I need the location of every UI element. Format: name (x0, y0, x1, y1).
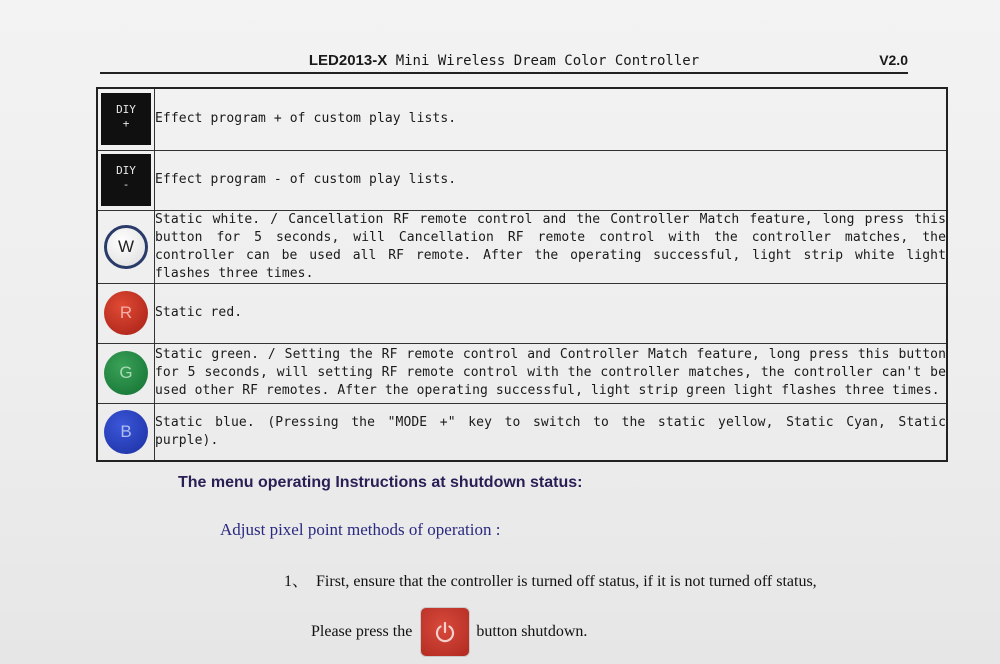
document-header (100, 50, 908, 72)
white-button-icon: W (104, 225, 148, 269)
table-row (97, 403, 947, 461)
document-title (100, 52, 908, 69)
table-row (97, 343, 947, 403)
instruction-after: button shutdown. (476, 623, 588, 640)
table-row (97, 150, 947, 210)
diy-minus-icon: DIY - (101, 154, 151, 206)
key-function-table (96, 87, 948, 462)
green-button-icon: G (104, 351, 148, 395)
title-rest: Mini Wireless Dream Color Controller (395, 53, 700, 69)
key-description: Static blue. (Pressing the "MODE +" key to switch to the static yellow, Static Cyan, Static purple). (155, 403, 948, 461)
table-row (97, 210, 947, 283)
table-row (97, 88, 947, 150)
shutdown-instruction (311, 610, 587, 654)
version-label: V2.0 (879, 52, 908, 68)
diy-plus-icon: DIY + (101, 93, 151, 145)
section-heading: The menu operating Instructions at shutdown status: (178, 474, 583, 491)
key-description: Static green. / Setting the RF remote control and Controller Match feature, long press this button for 5 seconds, will setting RF remote control with the controller matches, the controller can't be used other RF remotes. After the operating successful, light strip green light flashes three times. (155, 343, 948, 403)
model-name: LED2013-X (308, 52, 388, 69)
key-description: Static red. (155, 283, 948, 343)
blue-button-icon: B (104, 410, 148, 454)
instruction-before: Please press the (311, 623, 413, 640)
section-subheading: Adjust pixel point methods of operation : (220, 520, 501, 539)
power-icon (420, 607, 470, 657)
step-number: 1、 (284, 573, 309, 590)
table-row (97, 283, 947, 343)
step-text: First, ensure that the controller is turned off status, if it is not turned off status, (316, 573, 817, 590)
key-description: Static white. / Cancellation RF remote control and the Controller Match feature, long press this button for 5 seconds, will Cancellation RF remote control with the controller matches, the controller can be used all RF remote. After the operating successful, light strip white light flashes three times. (155, 210, 948, 283)
header-divider (100, 72, 908, 74)
step-1 (284, 568, 817, 591)
key-description: Effect program - of custom play lists. (155, 150, 948, 210)
key-description: Effect program + of custom play lists. (155, 88, 948, 150)
red-button-icon: R (104, 291, 148, 335)
